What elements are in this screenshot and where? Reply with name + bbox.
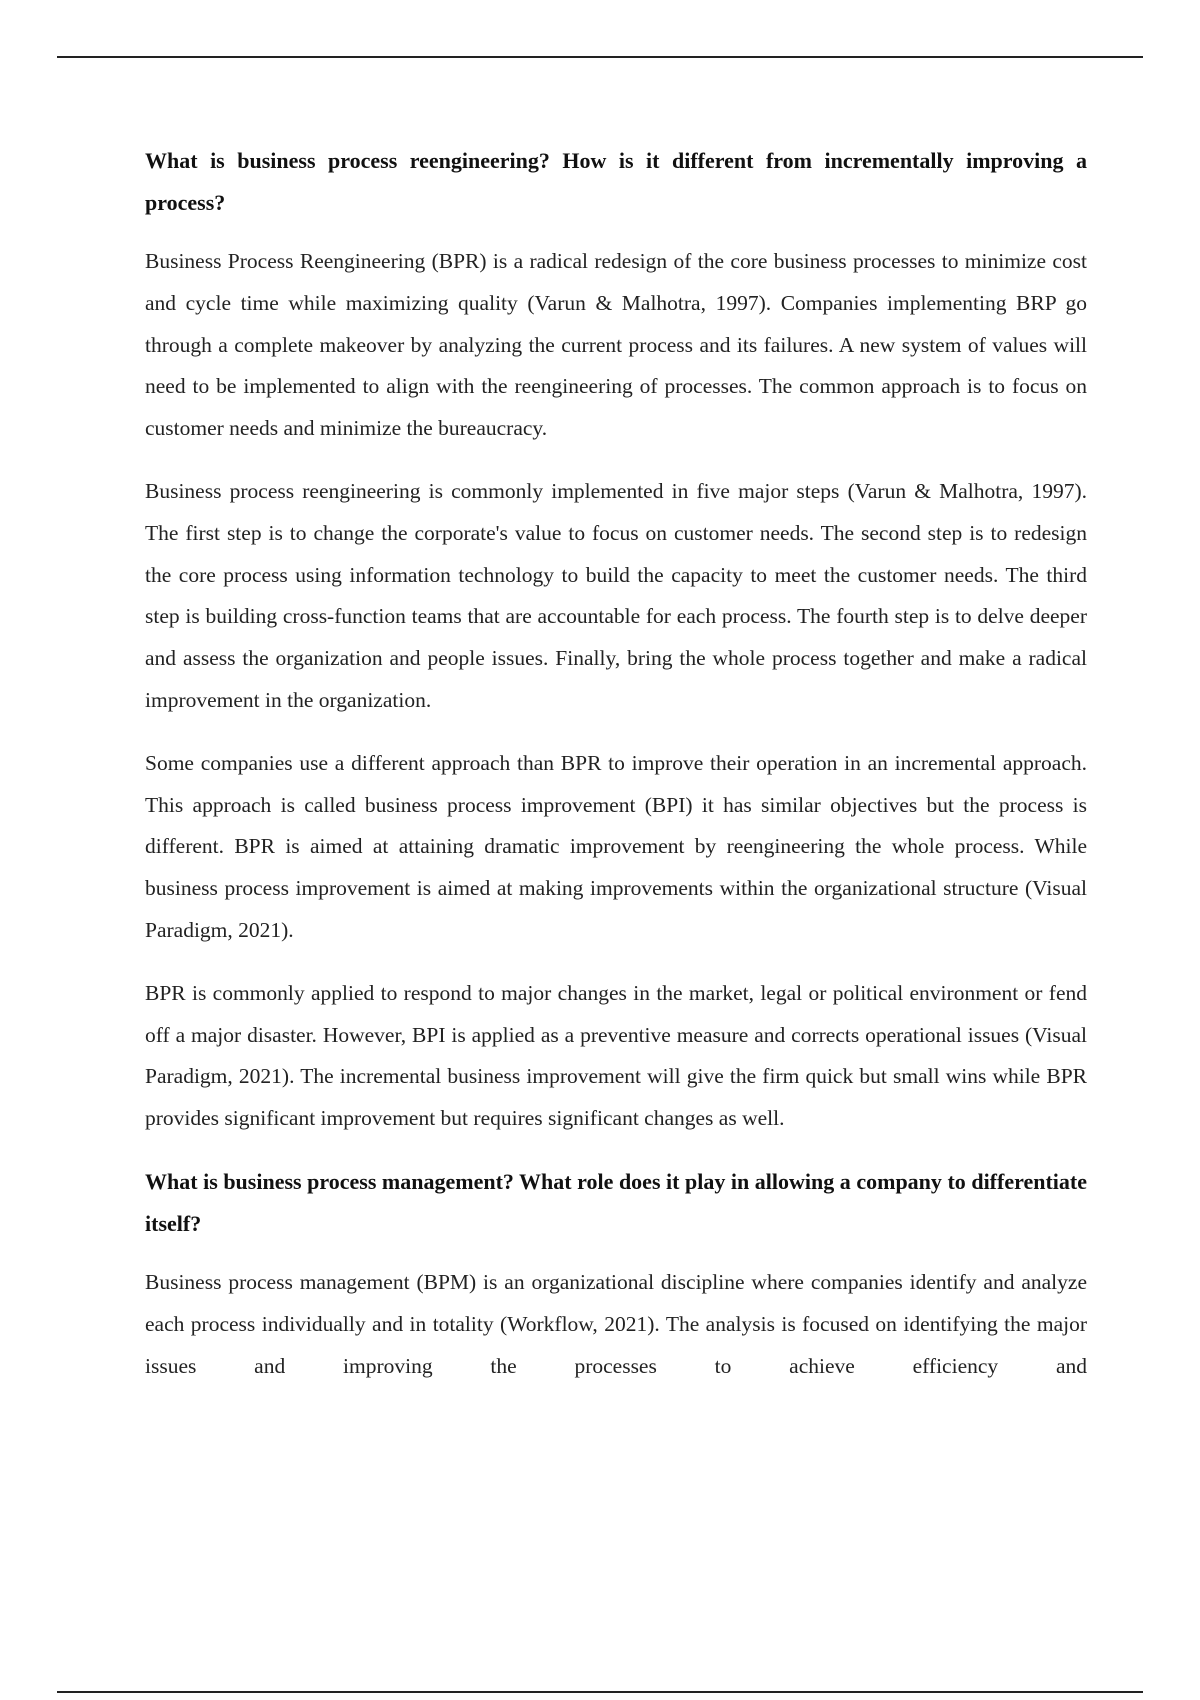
paragraph-bpr-definition: Business Process Reengineering (BPR) is a radical redesign of the core business processes to minimize cost and cycle time while maximizing quality (Varun & Malhotra, 1997). Companies implementing BRP go through a complete makeover by analyzing the current process and its failures. A new system of values will need to be implemented to align with the reengineering of processes. The common approach is to focus on customer needs and minimize the bureaucracy.	[145, 249, 1087, 441]
question-heading-bpm: What is business process management? What role does it play in allowing a company to differentiate itself?	[145, 1168, 1087, 1236]
paragraph-bpr-vs-bpi: BPR is commonly applied to respond to major changes in the market, legal or political environment or fend off a major disaster. However, BPI is applied as a preventive measure and corrects operational issues (Visual Paradigm, 2021). The incremental business improvement will give the firm quick but small wins while BPR provides significant improvement but requires significant changes as well.	[145, 980, 1087, 1131]
paragraph-bpr-steps: Business process reengineering is commonly implemented in five major steps (Varun & Malhotra, 1997). The first step is to change the corporate's value to focus on customer needs. The second step is to redesign the core process using information technology to build the capacity to meet the customer needs. The third step is building cross-function teams that are accountable for each process. The fourth step is to delve deeper and assess the organization and people issues. Finally, bring the whole process together and make a radical improvement in the organization.	[145, 478, 1087, 712]
paragraph-bpi-approach: Some companies use a different approach than BPR to improve their operation in an incremental approach. This approach is called business process improvement (BPI) it has similar objectives but the process is different. BPR is aimed at attaining dramatic improvement by reengineering the whole process. While business process improvement is aimed at making improvements within the organizational structure (Visual Paradigm, 2021).	[145, 750, 1087, 942]
question-heading-bpr: What is business process reengineering? How is it different from incrementally improving a process?	[145, 148, 1087, 215]
paragraph-bpm-definition: Business process management (BPM) is an organizational discipline where companies identify and analyze each process individually and in totality (Workflow, 2021). The analysis is focused on identifying the major issues and improving the processes to achieve efficiency and	[145, 1269, 1087, 1378]
footer-rule	[57, 1691, 1143, 1693]
document-body	[145, 140, 1087, 1408]
header-rule	[57, 56, 1143, 58]
